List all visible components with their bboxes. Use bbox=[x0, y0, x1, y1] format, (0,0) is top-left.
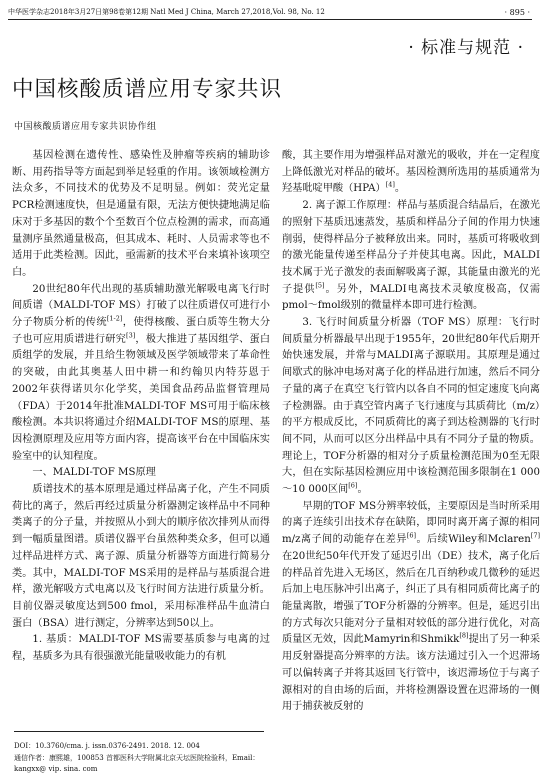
journal-running-head: 中华医学杂志2018年3月27日第98卷第12期 Natl Med J China, March 27,2018,Vol. 98, No. 12 bbox=[8, 8, 325, 16]
citation: [6] bbox=[348, 481, 358, 490]
citation: [5] bbox=[315, 281, 325, 290]
section-tag: · 标准与规范 · bbox=[408, 38, 524, 58]
correspondence-line: 通信作者：康熙雄，100853 首都医科大学附属北京天坛医院检验科，Email：kangxx@ vip. sina. com bbox=[14, 754, 260, 773]
citation: [1-2] bbox=[106, 314, 123, 323]
section-heading: 一、MALDI-TOF MS原理 bbox=[32, 467, 156, 479]
author-group: 中国核酸质谱应用专家共识协作组 bbox=[14, 122, 157, 132]
left-column bbox=[12, 148, 270, 698]
intro-paragraph-2: 20世纪80年代出现的基质辅助激光解吸电离飞行时间质谱（MALDI-TOF MS）打破了以往质谱仅可进行小分子物质分析的传统[1-2]，使得核酸、蛋白质等生物大分子也可应用质谱进行研究[3]，极大推进了基因组学、蛋白质组学的发展，并且给生物领域及医学领域带来了革命性的突破，由此其奥基人田中耕一和约翰贝内特芬恩于2002年获得诺贝尔化学奖，美国食品药品监督管理局（FDA）于2014年批准MALDI-TOF MS可用于临床核酸检测。本共识将通过介绍MALDI-TOF MS的原理、基因检测原理及应用等方面内容，提高该平台在中国临床实验室中的认知程度。 bbox=[12, 283, 270, 462]
principle-paragraph: 质谱技术的基本原理是通过样品离子化，产生不同质荷比的离子，然后再经过质量分析器测定该样品中不同种类离子的分子量，并按照从小到大的顺序依次排列从而得到一幅质量图谱。质谱仪器平台虽然种类众多，但可以通过样品进样方式、离子源、质量分析器等方面进行简易分类。其中，MALDI-TOF MS采用的是样品与基质混合进样，激光解吸方式电离以及飞行时间方法进行质量分析。目前仪器灵敏度达到500 fmol，采用标准样品牛血清白蛋白（BSA）进行测定，分辨率达到50以上。 bbox=[12, 484, 270, 629]
citation: [7] bbox=[530, 531, 540, 540]
footnotes bbox=[14, 731, 264, 775]
doi-line: DOI：10.3760/cma. j. issn.0376-2491. 2018. 12. 004 bbox=[14, 742, 200, 750]
tof-paragraph: 3. 飞行时间质量分析器（TOF MS）原理：飞行时间质量分析器最早出现于1955年，20世纪80年代后期开始快速发展，并常与MALDI离子源联用。其原理是通过间歇式的脉冲电场对离子化的样品进行加速，然后不同分子量的离子在真空飞行管内以各自不同的恒定速度飞向离子检测器。由于真空管内离子飞行速度与其质荷比（m/z）的平方根成反比，不同质荷比的离子到达检测器的飞行时间不同，从而可以区分出样品中具有不同分子量的物质。理论上，TOF分析器的相对分子质量检测范围为0至无限大，但在实际基因检测应用中该检测范围多限制在1 000～10 000区间[6]。 bbox=[282, 317, 540, 496]
citation: [6] bbox=[406, 531, 417, 540]
article-title: 中国核酸质谱应用专家共识 bbox=[12, 77, 283, 102]
right-column bbox=[282, 148, 540, 778]
citation: [3] bbox=[126, 331, 136, 340]
citation: [4] bbox=[385, 181, 395, 190]
matrix-paragraph-cont: 酸，其主要作用为增强样品对激光的吸收，并在一定程度上降低激光对样品的破坏。基因检测所选用的基质通常为羟基吡啶甲酸（HPA）[4]。 bbox=[282, 150, 540, 195]
running-header bbox=[8, 6, 532, 20]
matrix-paragraph: 1. 基质：MALDI-TOF MS需要基质参与电离的过程，基质多为具有很强激光能量吸收能力的有机 bbox=[12, 634, 270, 663]
resolution-paragraph: 早期的TOF MS分辨率较低，主要原因是当时所采用的离子连续引出技术存在缺陷，即同时离开离子源的相同m/z离子间的动能存在差异[6]。后续Wiley和Mclaren[7]在20世纪50年代开发了延迟引出（DE）技术，离子化后的样品首先进入无场区，然后在几百纳秒或几微秒的延迟后加上电压脉冲引出离子，纠正了具有相同质荷比离子的能量离散，增强了TOF分析器的分辨率。但是，延迟引出的方式每次只能对分子量相对较低的部分进行优化，对高质量区无效，因此Mamyrin和Shmikk[8]提出了另一种采用反射器提高分辨率的方法。该方法通过引入一个迟滞场可以偏转离子并将其返回飞行管中，该迟滞场位于与离子源相对的自由场的后面，并将检测器设置在迟滞场的一侧用于捕获被反射的 bbox=[282, 500, 540, 713]
page-number: · 895 · bbox=[504, 8, 530, 17]
ion-source-paragraph: 2. 离子源工作原理：样品与基质混合结晶后，在激光的照射下基质迅速蒸发，基质和样品分子间的作用力快速削弱，使得样品分子被释放出来。同时，基质可将吸收到的激光能量传递至样品分子并使其电离。因此，MALDI技术属于光子激发的表面解吸离子源，其能量由激光的光子提供[5]。另外，MALDI电离技术灵敏度极高，仅需pmol～fmol级别的微量样本即可进行检测。 bbox=[282, 200, 540, 312]
intro-paragraph-1: 基因检测在遗传性、感染性及肿瘤等疾病的辅助诊断、用药指导等方面起到举足轻重的作用。该领域检测方法众多，不同技术的优势及不足明显。例如：荧光定量PCR检测速度快，但是通量有限，无法方便快捷地满足临床对于多基因的数个个至数百个位点检测的需求，而高通量测序虽然通量极高，但其成本、耗时、人员需求等也不适用于此类检测。因此，亟需新的技术平台来填补该项空白。 bbox=[12, 150, 270, 278]
citation: [8] bbox=[459, 632, 469, 640]
